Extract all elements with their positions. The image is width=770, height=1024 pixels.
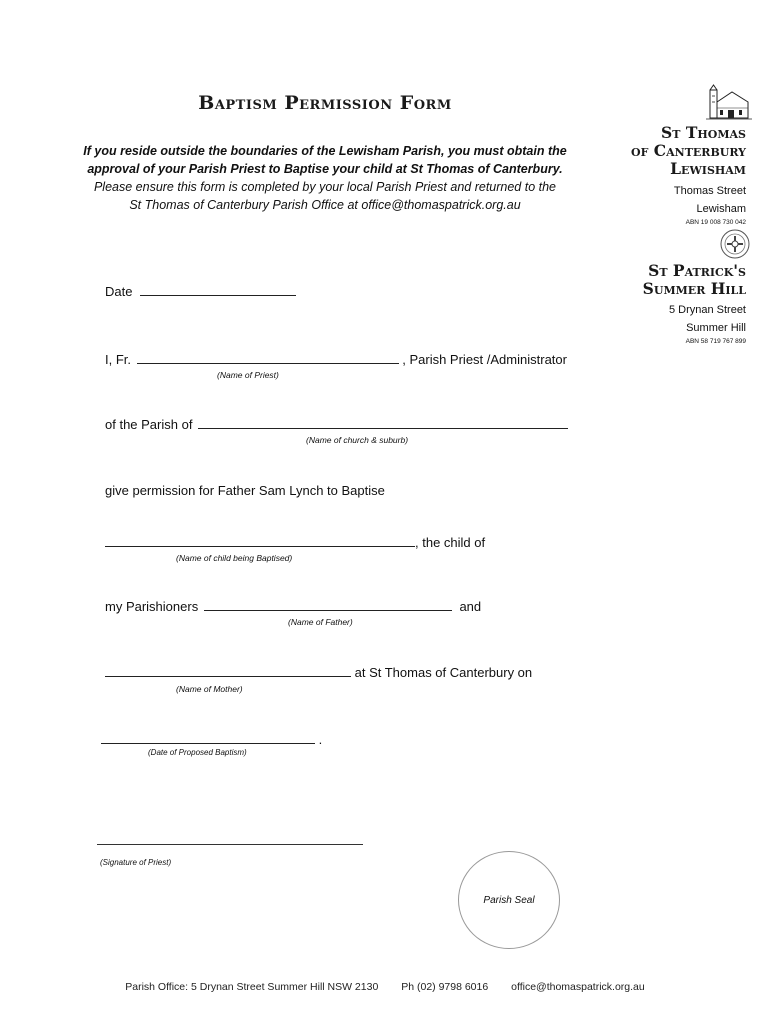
church-2-abn: ABN 58 719 767 899 [685, 338, 746, 345]
footer-phone: Ph (02) 9798 6016 [401, 981, 489, 993]
church-1-suburb: Lewisham [696, 203, 746, 215]
date-row [105, 282, 296, 299]
priest-suffix: , Parish Priest /Administrator [402, 352, 567, 367]
signature-field[interactable] [97, 844, 363, 845]
parish-caption: (Name of church & suburb) [306, 435, 409, 445]
parishioners-suffix: and [459, 599, 482, 614]
church-1-name-line-1: St Thomas [661, 123, 746, 142]
baptism-date-field[interactable] [101, 730, 315, 744]
mother-caption: (Name of Mother) [176, 684, 243, 694]
parishioners-row [105, 597, 481, 614]
child-suffix: , the child of [415, 535, 486, 550]
church-1-block [631, 124, 746, 228]
intro-line-3: Please ensure this form is completed by your local Parish Priest and returned to the [93, 180, 557, 194]
parish-row [105, 415, 568, 432]
child-row [105, 533, 485, 550]
footer-office: Parish Office: 5 Drynan Street Summer Hill NSW 2130 [125, 981, 379, 993]
child-caption: (Name of child being Baptised) [176, 553, 293, 563]
form-title: Baptism Permission Form [198, 92, 452, 114]
baptism-date-row [101, 730, 322, 747]
church-1-name-line-2: of Canterbury [631, 141, 746, 160]
priest-row [105, 350, 567, 367]
footer [0, 981, 770, 993]
signature-caption: (Signature of Priest) [100, 858, 172, 867]
parish-seal-circle [458, 851, 560, 949]
baptism-date-caption: (Date of Proposed Baptism) [148, 748, 247, 757]
church-2-block [643, 262, 746, 347]
intro-line-4: St Thomas of Canterbury Parish Office at office@thomaspatrick.org.au [129, 198, 521, 212]
church-building-icon [706, 84, 752, 120]
mother-name-field[interactable] [105, 663, 351, 677]
date-field[interactable] [140, 282, 296, 296]
church-2-name-line-1: St Patrick's [648, 261, 746, 280]
priest-name-field[interactable] [137, 350, 399, 364]
intro-line-2: approval of your Parish Priest to Baptise your child at St Thomas of Canterbury. [87, 162, 563, 176]
parish-prefix: of the Parish of [105, 417, 193, 432]
priest-prefix: I, Fr. [105, 352, 131, 367]
mother-row [105, 663, 532, 680]
church-1-abn: ABN 19 008 730 042 [685, 219, 746, 226]
parish-name-field[interactable] [198, 415, 568, 429]
mother-suffix: at St Thomas of Canterbury on [354, 665, 533, 680]
parish-seal-label: Parish Seal [483, 894, 535, 906]
church-1-street: Thomas Street [673, 185, 746, 197]
baptism-date-suffix: . [318, 732, 323, 747]
footer-email: office@thomaspatrick.org.au [511, 981, 645, 993]
church-2-street: 5 Drynan Street [668, 304, 746, 316]
parishioners-prefix: my Parishioners [105, 599, 199, 614]
child-name-field[interactable] [105, 533, 415, 547]
father-caption: (Name of Father) [288, 617, 353, 627]
intro-line-1: If you reside outside the boundaries of the Lewisham Parish, you must obtain the [83, 144, 567, 158]
church-1-name-line-3: Lewisham [670, 159, 746, 178]
church-2-name-line-2: Summer Hill [642, 279, 746, 298]
father-name-field[interactable] [204, 597, 452, 611]
priest-caption: (Name of Priest) [217, 370, 279, 380]
date-label: Date [105, 284, 133, 299]
church-2-suburb: Summer Hill [686, 322, 746, 334]
cross-seal-icon [720, 229, 750, 259]
permission-text: give permission for Father Sam Lynch to Baptise [105, 483, 385, 498]
